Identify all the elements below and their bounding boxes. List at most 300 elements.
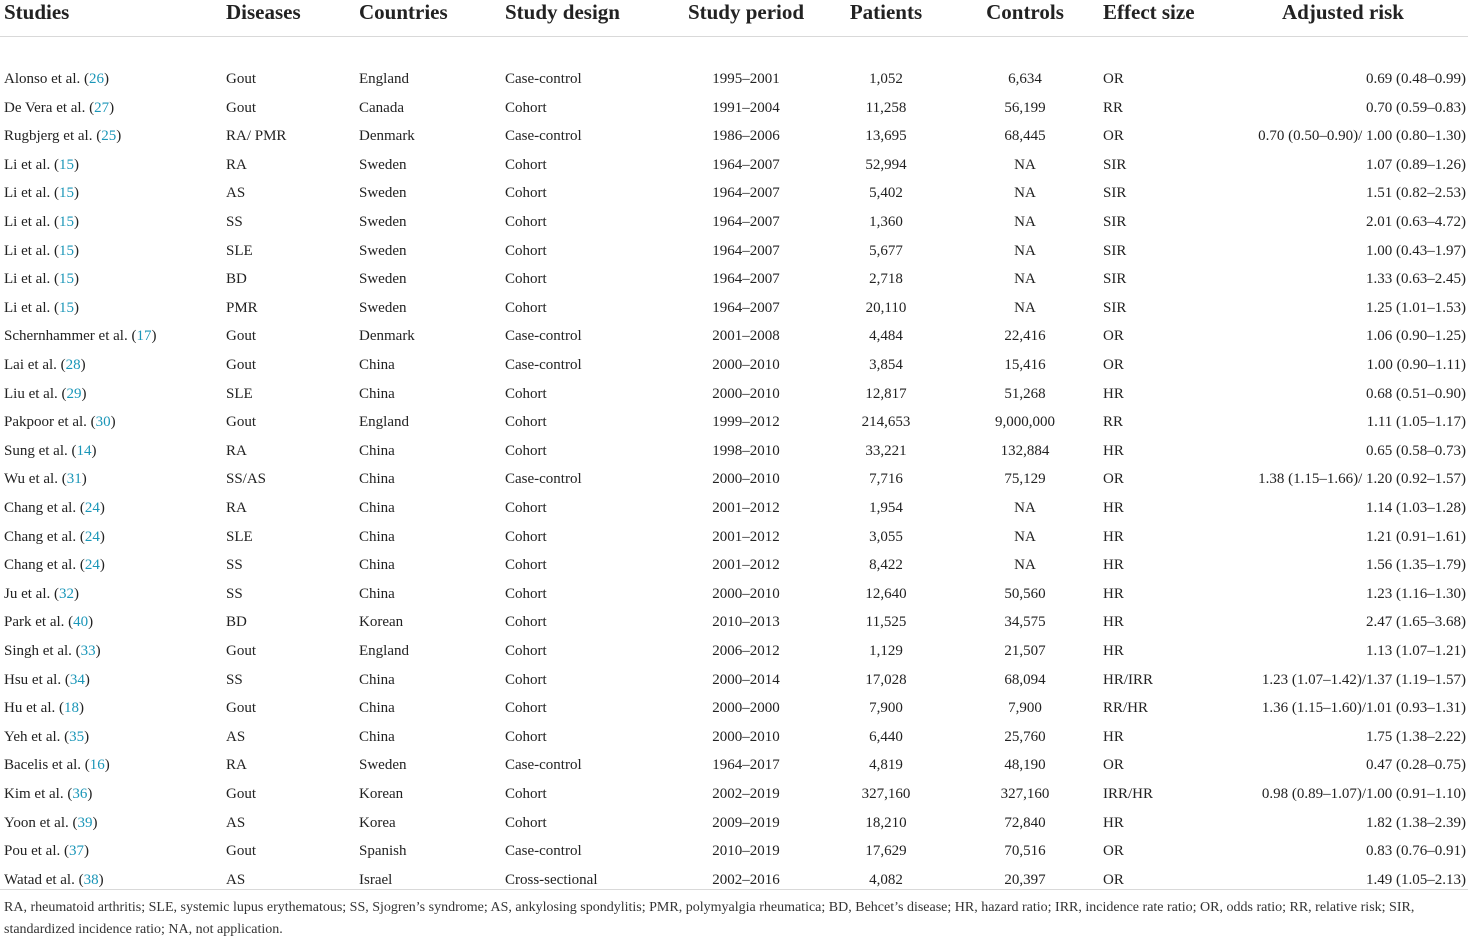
cell-adjusted-risk: 1.07 (0.89–1.26) — [1366, 156, 1466, 173]
reference-link[interactable]: 15 — [58, 185, 74, 202]
cell-effect-size: HR — [1103, 528, 1124, 545]
table-row — [0, 637, 1468, 666]
cell-study-period: 2000–2010 — [712, 385, 780, 402]
cell-effect-size: OR — [1103, 328, 1124, 345]
table-row — [0, 122, 1468, 151]
cell-study-design: Cohort — [505, 156, 547, 173]
cell-adjusted-risk: 1.11 (1.05–1.17) — [1366, 414, 1466, 431]
cell-disease: BD — [226, 271, 247, 288]
study-author-close: ) — [80, 357, 86, 374]
reference-link[interactable]: 39 — [77, 814, 93, 831]
cell-study — [0, 208, 222, 237]
table-body — [0, 37, 1468, 895]
study-author: Lai et al. ( — [4, 357, 66, 374]
study-author-close: ) — [73, 214, 79, 231]
cell-study-period: 1964–2007 — [712, 185, 780, 202]
cell-country: England — [359, 414, 409, 431]
study-author: Yoon et al. ( — [4, 814, 78, 831]
cell-patients: 7,716 — [869, 471, 903, 488]
cell-effect-size: OR — [1103, 757, 1124, 774]
header-spacer — [0, 37, 1468, 66]
cell-study-design: Case-control — [505, 471, 582, 488]
cell-study-period: 1964–2007 — [712, 214, 780, 231]
cell-study-design: Case-control — [505, 328, 582, 345]
study-author-close: ) — [73, 585, 79, 602]
cell-study-period: 1995–2001 — [712, 71, 780, 88]
cell-adjusted-risk: 1.33 (0.63–2.45) — [1366, 271, 1466, 288]
cell-adjusted-risk: 1.25 (1.01–1.53) — [1366, 299, 1466, 316]
header-studies: Studies — [4, 0, 70, 24]
header-patients: Patients — [849, 0, 923, 24]
cell-study-design: Cohort — [505, 185, 547, 202]
cell-country: Denmark — [359, 128, 415, 145]
table-row — [0, 465, 1468, 494]
cell-adjusted-risk: 1.00 (0.90–1.11) — [1366, 357, 1466, 374]
cell-effect-size: SIR — [1103, 271, 1127, 288]
table-row — [0, 751, 1468, 780]
cell-controls: NA — [1014, 557, 1036, 574]
cell-controls: NA — [1014, 242, 1036, 259]
cell-controls: 21,507 — [1004, 642, 1046, 659]
cell-country: China — [359, 557, 395, 574]
cell-country: Spanish — [359, 843, 407, 860]
study-author: Li et al. ( — [4, 214, 59, 231]
cell-adjusted-risk: 1.13 (1.07–1.21) — [1366, 642, 1466, 659]
cell-study-period: 2010–2019 — [712, 843, 780, 860]
reference-link[interactable]: 33 — [80, 642, 96, 659]
cell-patients: 13,695 — [865, 128, 907, 145]
table-row — [0, 265, 1468, 294]
cell-country: China — [359, 442, 395, 459]
cell-effect-size: HR — [1103, 385, 1124, 402]
cell-adjusted-risk: 1.23 (1.07–1.42)/1.37 (1.19–1.57) — [1261, 671, 1466, 688]
cell-patients: 12,817 — [865, 385, 907, 402]
cell-disease: Gout — [226, 700, 256, 717]
reference-link[interactable]: 15 — [58, 156, 74, 173]
study-author: Hsu et al. ( — [4, 671, 70, 688]
cell-adjusted-risk: 1.75 (1.38–2.22) — [1366, 728, 1466, 745]
study-author-close: ) — [73, 299, 79, 316]
reference-link[interactable]: 17 — [136, 328, 152, 345]
table-row — [0, 723, 1468, 752]
reference-link[interactable]: 29 — [66, 385, 82, 402]
study-author: Watad et al. ( — [4, 871, 84, 888]
reference-link[interactable]: 28 — [65, 357, 81, 374]
cell-study-design: Cohort — [505, 414, 547, 431]
cell-study — [0, 751, 222, 780]
cell-study-design: Cohort — [505, 385, 547, 402]
cell-disease: SS — [226, 671, 243, 688]
reference-link[interactable]: 32 — [58, 585, 74, 602]
cell-controls: 7,900 — [1008, 700, 1042, 717]
reference-link[interactable]: 26 — [88, 71, 104, 88]
table-row — [0, 837, 1468, 866]
cell-disease: RA — [226, 500, 247, 516]
reference-link[interactable]: 27 — [94, 99, 110, 116]
table-row — [0, 437, 1468, 466]
cell-patients: 1,360 — [869, 214, 903, 231]
cell-patients: 33,221 — [865, 442, 907, 459]
cell-disease: PMR — [226, 299, 258, 316]
cell-adjusted-risk: 1.23 (1.16–1.30) — [1366, 585, 1466, 602]
cell-country: China — [359, 700, 395, 717]
cell-disease: SS/AS — [226, 471, 267, 488]
cell-disease: RA — [226, 442, 247, 459]
cell-controls: 20,397 — [1004, 871, 1046, 888]
study-author-close: ) — [87, 785, 93, 802]
table-row — [0, 294, 1468, 323]
reference-link[interactable]: 14 — [76, 442, 92, 459]
study-author: Chang et al. ( — [4, 500, 85, 516]
cell-study — [0, 122, 222, 151]
table-row — [0, 551, 1468, 580]
cell-effect-size: HR — [1103, 814, 1124, 831]
cell-adjusted-risk: 1.21 (0.91–1.61) — [1366, 528, 1466, 545]
cell-effect-size: IRR/HR — [1103, 785, 1154, 802]
cell-patients: 4,082 — [869, 871, 903, 888]
header-countries: Countries — [359, 0, 448, 24]
study-author: Li et al. ( — [4, 242, 59, 259]
cell-patients: 12,640 — [865, 585, 907, 602]
cell-study — [0, 437, 222, 466]
cell-disease: Gout — [226, 642, 256, 659]
study-author-close: ) — [81, 385, 87, 402]
study-author: Chang et al. ( — [4, 557, 85, 574]
cell-adjusted-risk: 1.36 (1.15–1.60)/1.01 (0.93–1.31) — [1261, 700, 1466, 717]
cell-disease: Gout — [226, 71, 256, 88]
cell-effect-size: OR — [1103, 128, 1124, 145]
study-author-close: ) — [88, 614, 94, 631]
cell-study — [0, 637, 222, 666]
cell-controls: NA — [1014, 156, 1036, 173]
cell-disease: Gout — [226, 99, 256, 116]
cell-effect-size: RR — [1103, 414, 1124, 431]
cell-country: England — [359, 71, 409, 88]
table-row — [0, 237, 1468, 266]
study-author-close: ) — [95, 642, 101, 659]
cell-effect-size: OR — [1103, 843, 1124, 860]
cell-patients: 5,402 — [869, 185, 903, 202]
reference-link[interactable]: 37 — [69, 843, 84, 860]
reference-link[interactable]: 15 — [58, 242, 74, 259]
cell-study-period: 2000–2010 — [712, 357, 780, 374]
cell-study-design: Cohort — [505, 671, 547, 688]
cell-disease: Gout — [226, 328, 256, 345]
cell-adjusted-risk: 1.06 (0.90–1.25) — [1366, 328, 1466, 345]
cell-controls: 72,840 — [1004, 814, 1046, 831]
cell-study — [0, 608, 222, 637]
study-author: Park et al. ( — [4, 614, 74, 631]
study-author: Bacelis et al. ( — [4, 757, 90, 774]
cell-adjusted-risk: 1.49 (1.05–2.13) — [1366, 871, 1466, 888]
study-author-close: ) — [109, 99, 115, 116]
footnote-divider — [0, 889, 1468, 890]
cell-disease: AS — [226, 185, 246, 202]
cell-adjusted-risk: 1.56 (1.35–1.79) — [1366, 557, 1466, 574]
table-row — [0, 151, 1468, 180]
reference-link[interactable]: 38 — [83, 871, 99, 888]
table-row — [0, 694, 1468, 723]
cell-country: Korea — [359, 814, 396, 831]
cell-study-period: 1999–2012 — [712, 414, 780, 431]
study-author: Yeh et al. ( — [4, 728, 70, 745]
reference-link[interactable]: 24 — [84, 557, 100, 574]
cell-patients: 4,484 — [869, 328, 903, 345]
study-author: Schernhammer et al. ( — [4, 328, 137, 345]
cell-controls: NA — [1014, 528, 1036, 545]
cell-study-design: Cohort — [505, 214, 547, 231]
cell-study-period: 2000–2000 — [712, 700, 780, 717]
cell-study-design: Cohort — [505, 785, 547, 802]
cell-study-design: Cohort — [505, 557, 547, 574]
table-row — [0, 666, 1468, 695]
cell-study-period: 2001–2008 — [712, 328, 780, 345]
header-study-period: Study period — [687, 0, 805, 24]
reference-link[interactable]: 31 — [66, 471, 82, 488]
cell-disease: Gout — [226, 785, 256, 802]
study-author-close: ) — [73, 185, 79, 202]
cell-effect-size: HR/IRR — [1103, 671, 1154, 688]
cell-study — [0, 380, 222, 409]
cell-effect-size: HR — [1103, 614, 1124, 631]
study-author-close: ) — [81, 471, 87, 488]
cell-patients: 6,440 — [869, 728, 903, 745]
cell-controls: NA — [1014, 214, 1036, 231]
cell-adjusted-risk: 1.51 (0.82–2.53) — [1366, 185, 1466, 202]
cell-study-period: 2000–2010 — [712, 728, 780, 745]
cell-controls: 327,160 — [1000, 785, 1050, 802]
study-author: Pou et al. ( — [4, 843, 69, 860]
study-author: Li et al. ( — [4, 185, 59, 202]
cell-patients: 327,160 — [861, 785, 911, 802]
cell-study-design: Case-control — [505, 757, 582, 774]
cell-effect-size: OR — [1103, 871, 1124, 888]
cell-study — [0, 237, 222, 266]
cell-disease: AS — [226, 728, 246, 745]
cell-patients: 5,677 — [869, 242, 903, 259]
study-author-close: ) — [104, 757, 110, 774]
reference-link[interactable]: 40 — [73, 614, 89, 631]
cell-effect-size: HR — [1103, 585, 1124, 602]
cell-study — [0, 151, 222, 180]
cell-effect-size: HR — [1103, 557, 1124, 574]
cell-controls: 22,416 — [1004, 328, 1046, 345]
cell-effect-size: OR — [1103, 71, 1124, 88]
cell-adjusted-risk: 0.47 (0.28–0.75) — [1366, 757, 1466, 774]
table-row — [0, 380, 1468, 409]
cell-country: Sweden — [359, 271, 407, 288]
reference-link[interactable]: 15 — [58, 271, 74, 288]
cell-study-period: 2001–2012 — [712, 528, 780, 545]
study-author-close: ) — [73, 242, 79, 259]
header-controls: Controls — [986, 0, 1064, 24]
cell-effect-size: SIR — [1103, 156, 1127, 173]
cell-patients: 52,994 — [865, 156, 907, 173]
table-row — [0, 322, 1468, 351]
study-author: Singh et al. ( — [4, 642, 81, 659]
study-author-close: ) — [99, 557, 105, 574]
cell-effect-size: OR — [1103, 471, 1124, 488]
cell-country: Sweden — [359, 757, 407, 774]
cell-study — [0, 666, 222, 695]
cell-country: Israel — [359, 871, 393, 888]
cell-study — [0, 523, 222, 552]
cell-effect-size: RR — [1103, 99, 1124, 116]
study-author: De Vera et al. ( — [4, 99, 95, 116]
cell-controls: 70,516 — [1004, 843, 1046, 860]
reference-link[interactable]: 15 — [58, 214, 74, 231]
cell-study — [0, 408, 222, 437]
table-row — [0, 866, 1468, 895]
cell-study-design: Cohort — [505, 271, 547, 288]
cell-effect-size: HR — [1103, 442, 1124, 459]
cell-study — [0, 351, 222, 380]
cell-patients: 17,629 — [865, 843, 907, 860]
study-author-close: ) — [92, 814, 98, 831]
table-row — [0, 65, 1468, 94]
cell-country: Sweden — [359, 242, 407, 259]
cell-controls: 34,575 — [1004, 614, 1046, 631]
cell-study-period: 2002–2016 — [712, 871, 780, 888]
cell-study-design: Cohort — [505, 614, 547, 631]
cell-controls: NA — [1014, 185, 1036, 202]
cell-adjusted-risk: 0.70 (0.59–0.83) — [1366, 99, 1466, 116]
study-author: Pakpoor et al. ( — [4, 414, 96, 431]
study-author: Wu et al. ( — [4, 471, 67, 488]
cell-disease: Gout — [226, 843, 256, 860]
cell-controls: NA — [1014, 299, 1036, 316]
reference-link[interactable]: 24 — [84, 500, 100, 516]
reference-link[interactable]: 35 — [69, 728, 85, 745]
cell-study — [0, 94, 222, 123]
cell-patients: 1,954 — [869, 500, 903, 516]
cell-country: Sweden — [359, 299, 407, 316]
cell-adjusted-risk: 0.83 (0.76–0.91) — [1366, 843, 1466, 860]
cell-patients: 17,028 — [865, 671, 907, 688]
cell-country: Canada — [359, 99, 404, 116]
table-row — [0, 494, 1468, 523]
table-footnote: RA, rheumatoid arthritis; SLE, systemic lupus erythematous; SS, Sjogren’s syndrome; AS, ankylosing spondylitis; PMR, polymyalgia rheumatica; BD, Behcet’s disease; HR, hazard ratio; IRR, incidence rate ratio; OR, odds ratio; RR, relative risk; SIR, standardized incidence ratio; NA, not application. — [4, 900, 1415, 937]
reference-link[interactable]: 16 — [89, 757, 105, 774]
cell-country: China — [359, 671, 395, 688]
cell-study-design: Cohort — [505, 299, 547, 316]
study-author-close: ) — [78, 700, 84, 717]
cell-controls: 68,445 — [1004, 128, 1046, 145]
cell-controls: 50,560 — [1004, 585, 1046, 602]
cell-controls: 9,000,000 — [995, 414, 1055, 431]
cell-disease: AS — [226, 814, 246, 831]
cell-study-period: 1964–2017 — [712, 757, 780, 774]
cell-country: China — [359, 357, 395, 374]
cell-country: China — [359, 385, 395, 402]
table-row — [0, 608, 1468, 637]
cell-country: Denmark — [359, 328, 415, 345]
cell-study-period: 2001–2012 — [712, 500, 780, 516]
cell-study-design: Cohort — [505, 442, 547, 459]
cell-country: Sweden — [359, 185, 407, 202]
cell-study — [0, 694, 222, 723]
cell-study — [0, 551, 222, 580]
reference-link[interactable]: 24 — [84, 528, 100, 545]
reference-link[interactable]: 36 — [72, 785, 88, 802]
cell-patients: 3,055 — [869, 528, 903, 545]
cell-disease: BD — [226, 614, 247, 631]
reference-link[interactable]: 34 — [69, 671, 85, 688]
cell-study-design: Cohort — [505, 700, 547, 717]
study-author-close: ) — [84, 843, 89, 860]
study-author: Li et al. ( — [4, 156, 59, 173]
cell-controls: 56,199 — [1004, 99, 1046, 116]
cell-study-period: 2009–2019 — [712, 814, 780, 831]
cell-patients: 1,052 — [869, 71, 903, 88]
cell-study-design: Cohort — [505, 528, 547, 545]
cell-controls: 15,416 — [1004, 357, 1046, 374]
study-author-close: ) — [99, 500, 105, 516]
cell-disease: RA — [226, 156, 247, 173]
cell-adjusted-risk: 0.68 (0.51–0.90) — [1366, 385, 1466, 402]
cell-study-period: 2000–2010 — [712, 585, 780, 602]
study-author-close: ) — [91, 442, 97, 459]
cell-study-design: Cohort — [505, 500, 547, 516]
cell-effect-size: HR — [1103, 642, 1124, 659]
cell-disease: SLE — [226, 528, 253, 545]
cell-study-period: 2010–2013 — [712, 614, 780, 631]
cell-effect-size: SIR — [1103, 242, 1127, 259]
cell-disease: AS — [226, 871, 246, 888]
cell-disease: Gout — [226, 414, 256, 431]
cell-patients: 11,258 — [865, 99, 907, 116]
cell-controls: NA — [1014, 500, 1036, 516]
cell-study-period: 1964–2007 — [712, 156, 780, 173]
cell-disease: RA/ PMR — [226, 128, 287, 145]
cell-effect-size: SIR — [1103, 214, 1127, 231]
reference-link[interactable]: 18 — [63, 700, 79, 717]
cell-study-period: 1991–2004 — [712, 99, 780, 116]
table-row — [0, 208, 1468, 237]
study-author-close: ) — [73, 271, 79, 288]
reference-link[interactable]: 25 — [101, 128, 117, 145]
cell-country: China — [359, 585, 395, 602]
cell-disease: SLE — [226, 385, 253, 402]
cell-study-design: Cohort — [505, 242, 547, 259]
cell-study — [0, 809, 222, 838]
cell-study-design: Case-control — [505, 71, 582, 88]
cell-study — [0, 780, 222, 809]
cell-study-period: 2000–2014 — [712, 671, 780, 688]
table-row — [0, 809, 1468, 838]
table-row — [0, 580, 1468, 609]
study-author-close: ) — [151, 328, 157, 345]
cell-study — [0, 179, 222, 208]
reference-link[interactable]: 30 — [95, 414, 111, 431]
cell-study — [0, 580, 222, 609]
study-author-close: ) — [84, 671, 90, 688]
reference-link[interactable]: 15 — [58, 299, 74, 316]
study-author: Li et al. ( — [4, 271, 59, 288]
table-row — [0, 94, 1468, 123]
cell-study-period: 1998–2010 — [712, 442, 780, 459]
cell-patients: 1,129 — [869, 642, 903, 659]
cell-country: China — [359, 500, 395, 516]
study-author: Hu et al. ( — [4, 700, 64, 717]
study-author: Chang et al. ( — [4, 528, 85, 545]
cell-patients: 11,525 — [865, 614, 907, 631]
header-effect-size: Effect size — [1103, 0, 1195, 24]
cell-study-design: Cross-sectional — [505, 871, 598, 888]
cell-study-period: 2006–2012 — [712, 642, 780, 659]
cell-controls: 132,884 — [1000, 442, 1050, 459]
cell-study — [0, 465, 222, 494]
